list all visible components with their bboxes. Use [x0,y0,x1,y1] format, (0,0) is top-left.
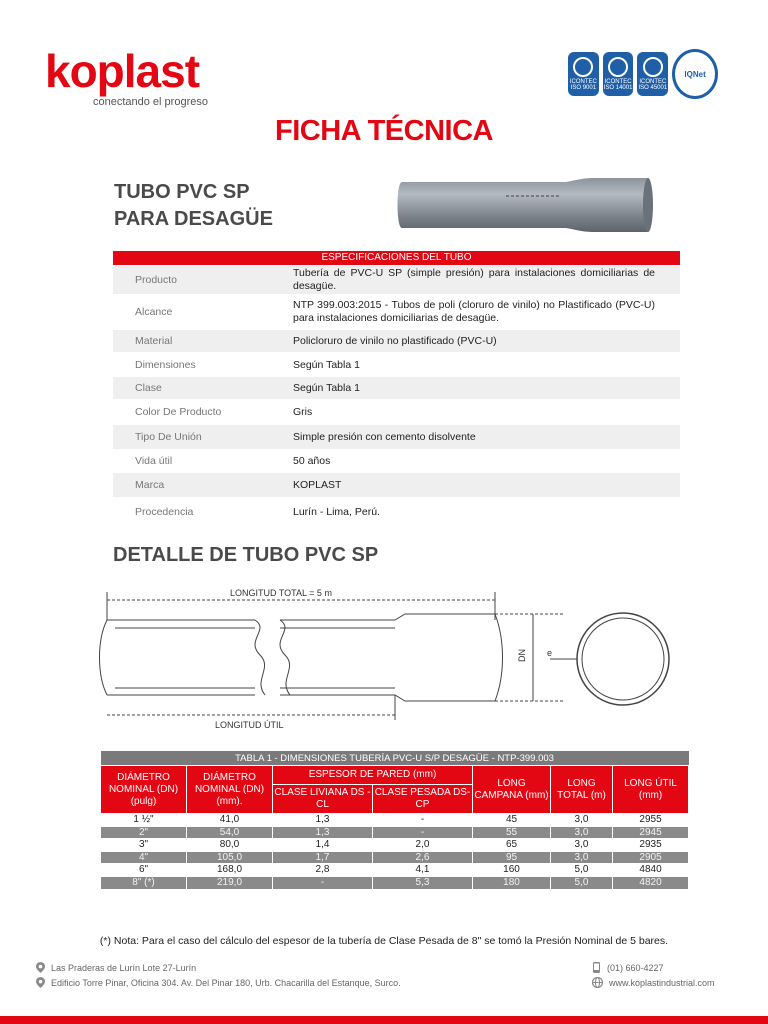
product-title: TUBO PVC SP PARA DESAGÜE [114,181,273,230]
col-diam-pulg: DIÁMETRO NOMINAL (DN) (pulg) [101,766,187,814]
dn-label: DN [517,649,527,662]
col-diam-mm: DIÁMETRO NOMINAL (DN) (mm). [187,766,273,814]
footer-red-bar [0,1016,768,1024]
longitud-total-label: LONGITUD TOTAL = 5 m [230,588,332,598]
page-title: FICHA TÉCNICA [275,115,493,147]
table-caption: TABLA 1 - DIMENSIONES TUBERÍA PVC-U S/P DESAGÜE - NTP-399.003 [101,751,689,766]
brand-name: koplast [45,45,200,97]
spec-row-clase: Clase Según Tabla 1 [113,377,680,399]
spec-row-dimensiones: Dimensiones Según Tabla 1 [135,358,360,371]
col-total: LONG TOTAL (m) [551,766,613,814]
certification-badges [568,48,718,100]
table-row: 1 ½" 41,0 1,3 - 45 3,0 2955 [101,814,689,827]
spec-row-producto: Producto Tubería de PVC-U SP (simple presión) para instalaciones domiciliarias de desagüe. [113,266,680,294]
col-util: LONG ÚTIL (mm) [613,766,689,814]
footer-phone: (01) 660-4227 [592,962,664,973]
location-pin-icon [36,977,45,988]
footer-address-2: Edificio Torre Pinar, Oficina 304. Av. Del Pinar 180, Urb. Chacarilla del Estanque, Surco. [36,977,401,988]
globe-icon [592,977,603,988]
icontec-badge-2: ICONTEC ISO 14001 [603,52,634,96]
phone-icon [592,962,601,973]
footer-address-1: Las Praderas de Lurín Lote 27-Lurín [36,962,196,973]
brand-tagline: conectando el progreso [93,96,208,108]
spec-row-union: Tipo De Unión Simple presión con cemento disolvente [113,425,680,449]
icontec-badge-3: ICONTEC ISO 45001 [637,52,668,96]
brand-logo [45,45,255,108]
spec-table-header: ESPECIFICACIONES DEL TUBO [113,251,680,265]
spec-row-alcance: Alcance NTP 399.003:2015 - Tubos de poli (cloruro de vinilo) no Plastificado (PVC-U) para instalaciones domiciliarias de desagüe. [135,299,655,324]
col-pesada: CLASE PESADA DS-CP [373,785,473,814]
footnote: (*) Nota: Para el caso del cálculo del espesor de la tubería de Clase Pesada de 8" se tomó la Presión Nominal de 5 bares. [99,935,669,947]
spec-row-material: Material Policloruro de vinilo no plastificado (PVC-U) [113,330,680,352]
e-label: e [547,648,553,658]
table-row: 6" 168,0 2,8 4,1 160 5,0 4840 [101,864,689,877]
iqnet-badge: IQNet [672,49,718,99]
detail-section-title: DETALLE DE TUBO PVC SP [113,544,379,566]
spec-row-procedencia: Procedencia Lurín - Lima, Perú. [135,505,380,518]
col-liviana: CLASE LIVIANA DS - CL [273,785,373,814]
footer-website[interactable]: www.koplastindustrial.com [592,977,715,988]
spec-row-color: Color De Producto Gris [135,405,313,418]
spec-row-vida-util: Vida útil 50 años [135,454,331,467]
col-campana: LONG CAMPANA (mm) [473,766,551,814]
pipe-technical-drawing [95,580,685,740]
longitud-util-label: LONGITUD ÚTIL [215,720,284,730]
table-row: 8" (*) 219,0 - 5,3 180 5,0 4820 [101,876,689,889]
icontec-badge-1: ICONTEC ISO 9001 [568,52,599,96]
col-espesor: ESPESOR DE PARED (mm) [273,766,473,785]
spec-row-marca: Marca KOPLAST [113,473,680,497]
pipe-image [396,174,658,238]
table-row: 2" 54,0 1,3 - 55 3,0 2945 [101,826,689,839]
table-row: 3" 80,0 1,4 2,0 65 3,0 2935 [101,839,689,852]
table-row: 4" 105,0 1,7 2,6 95 3,0 2905 [101,851,689,864]
location-pin-icon [36,962,45,973]
dimensions-table [100,751,689,890]
